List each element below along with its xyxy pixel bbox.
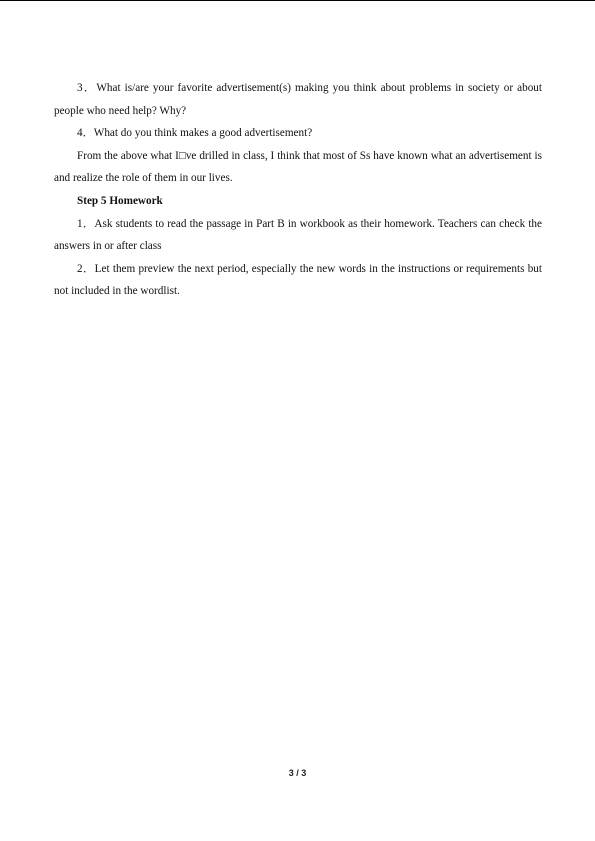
homework-item-2: 2．Let them preview the next period, especially the new words in the instructions or requirements but not included in the wordlist. (54, 262, 542, 298)
homework-item-1: 1．Ask students to read the passage in Part B in workbook as their homework. Teachers can check the answers in or after class (54, 217, 542, 253)
top-border-line (0, 0, 595, 1)
question-4-paragraph: 4．What do you think makes a good advertisement? (77, 127, 313, 140)
question-3-paragraph: 3．What is/are your favorite advertisement(s) making you think about problems in society or about people who need help? Why? (54, 82, 542, 117)
summary-paragraph: From the above what I□ve drilled in class, I think that most of Ss have known what an advertisement is and realize the role of them in our lives. (54, 149, 542, 185)
document-body (54, 77, 542, 303)
step-5-heading: Step 5 Homework (77, 194, 163, 207)
page-number: 3 / 3 (288, 768, 307, 778)
